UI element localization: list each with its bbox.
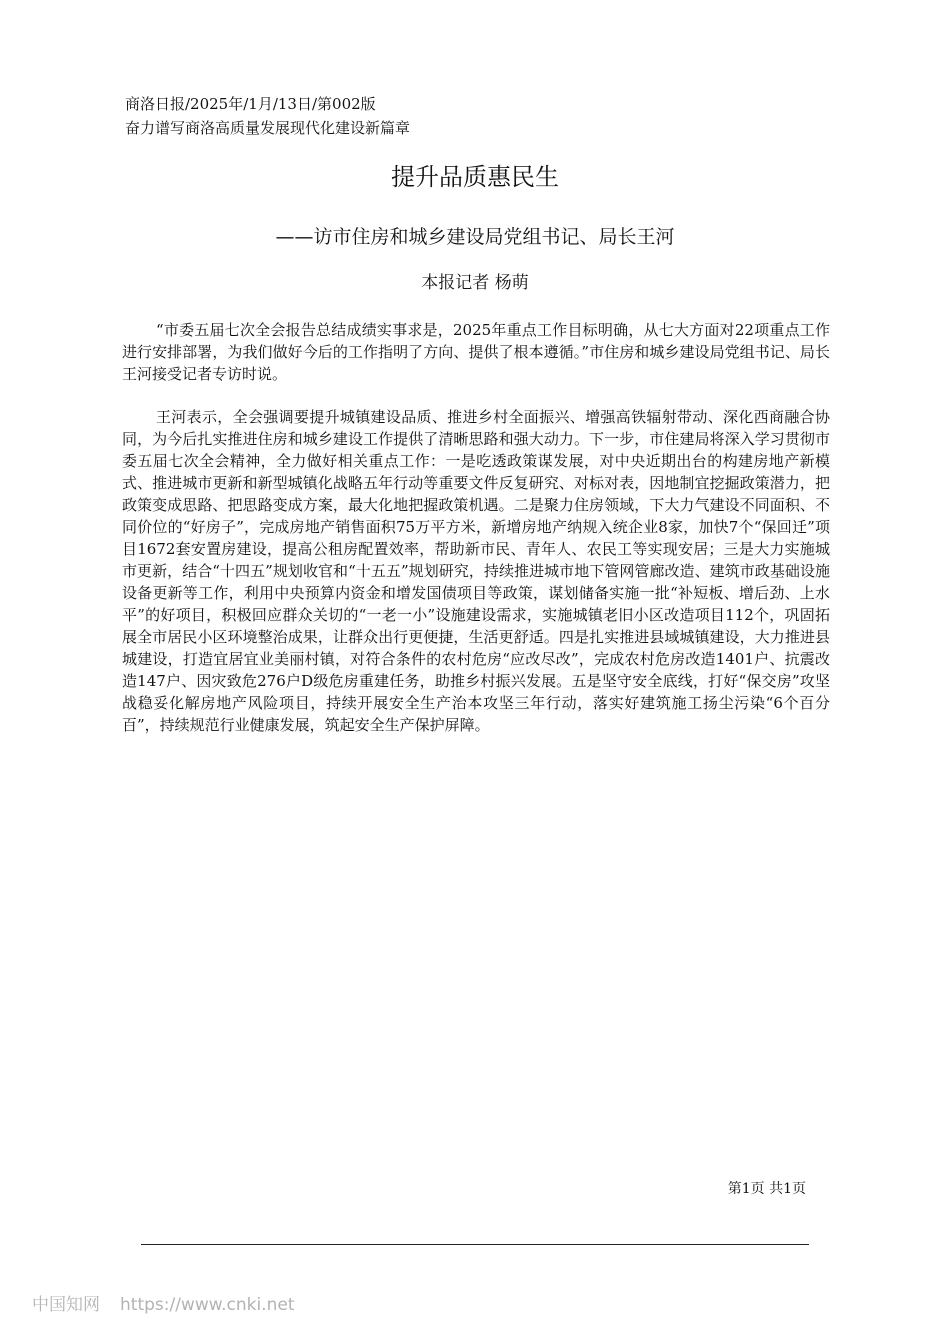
- watermark-site-name: 中国知网: [32, 1295, 100, 1315]
- watermark-url[interactable]: https://www.cnki.net: [120, 1295, 295, 1315]
- byline: 本报记者 杨萌: [421, 273, 529, 293]
- page-indicator: 第1页 共1页: [727, 1181, 806, 1197]
- body-paragraph-1: “市委五届七次全会报告总结成绩实事求是，2025年重点工作目标明确，从七大方面对22项重点工作进行安排部署，为我们做好今后的工作指明了方向、提供了根本遵循。”市住房和城乡建设局党组书记、局长王河接受记者专访时说。: [122, 321, 830, 383]
- article-subtitle: ——访市住房和城乡建设局党组书记、局长王河: [275, 226, 675, 248]
- watermark: [32, 1293, 294, 1317]
- column-line: 奋力谱写商洛高质量发展现代化建设新篇章: [125, 119, 411, 137]
- article-title: 提升品质惠民生: [391, 163, 559, 191]
- footer-divider: [141, 1244, 809, 1245]
- source-line: 商洛日报/2025年/1月/13日/第002版: [125, 95, 376, 113]
- body-paragraph-2: 王河表示，全会强调要提升城镇建设品质、推进乡村全面振兴、增强高铁辐射带动、深化西商融合协同，为今后扎实推进住房和城乡建设工作提供了清晰思路和强大动力。下一步，市住建局将深入学习贯彻市委五届七次全会精神，全力做好相关重点工作：一是吃透政策谋发展，对中央近期出台的构建房地产新模式、推进城市更新和新型城镇化战略五年行动等重要文件反复研究、对标对表，因地制宜挖掘政策潜力，把政策变成思路、把思路变成方案，最大化地把握政策机遇。二是聚力住房领域，下大力气建设不同面积、不同价位的“好房子”，完成房地产销售面积75万平方米，新增房地产纳规入统企业8家，加快7个“保回迁”项目1672套安置房建设，提高公租房配置效率，帮助新市民、青年人、农民工等实现安居；三是大力实施城市更新，结合“十四五”规划收官和“十五五”规划研究，持续推进城市地下管网管廊改造、建筑市政基础设施设备更新等工作，利用中央预算内资金和增发国债项目等政策，谋划储备实施一批“补短板、增后劲、上水平”的好项目，积极回应群众关切的“一老一小”设施建设需求，实施城镇老旧小区改造项目112个，巩固拓展全市居民小区环境整治成果，让群众出行更便捷，生活更舒适。四是扎实推进县域城镇建设，大力推进县城建设，打造宜居宜业美丽村镇，对符合条件的农村危房“应改尽改”，完成农村危房改造1401户、抗震改造147户、因灾致危276户D级危房重建任务，助推乡村振兴发展。五是坚守安全底线，打好“保交房”攻坚战稳妥化解房地产风险项目，持续开展安全生产治本攻坚三年行动，落实好建筑施工扬尘污染“6个百分百”，持续规范行业健康发展，筑起安全生产保护屏障。: [122, 408, 830, 734]
